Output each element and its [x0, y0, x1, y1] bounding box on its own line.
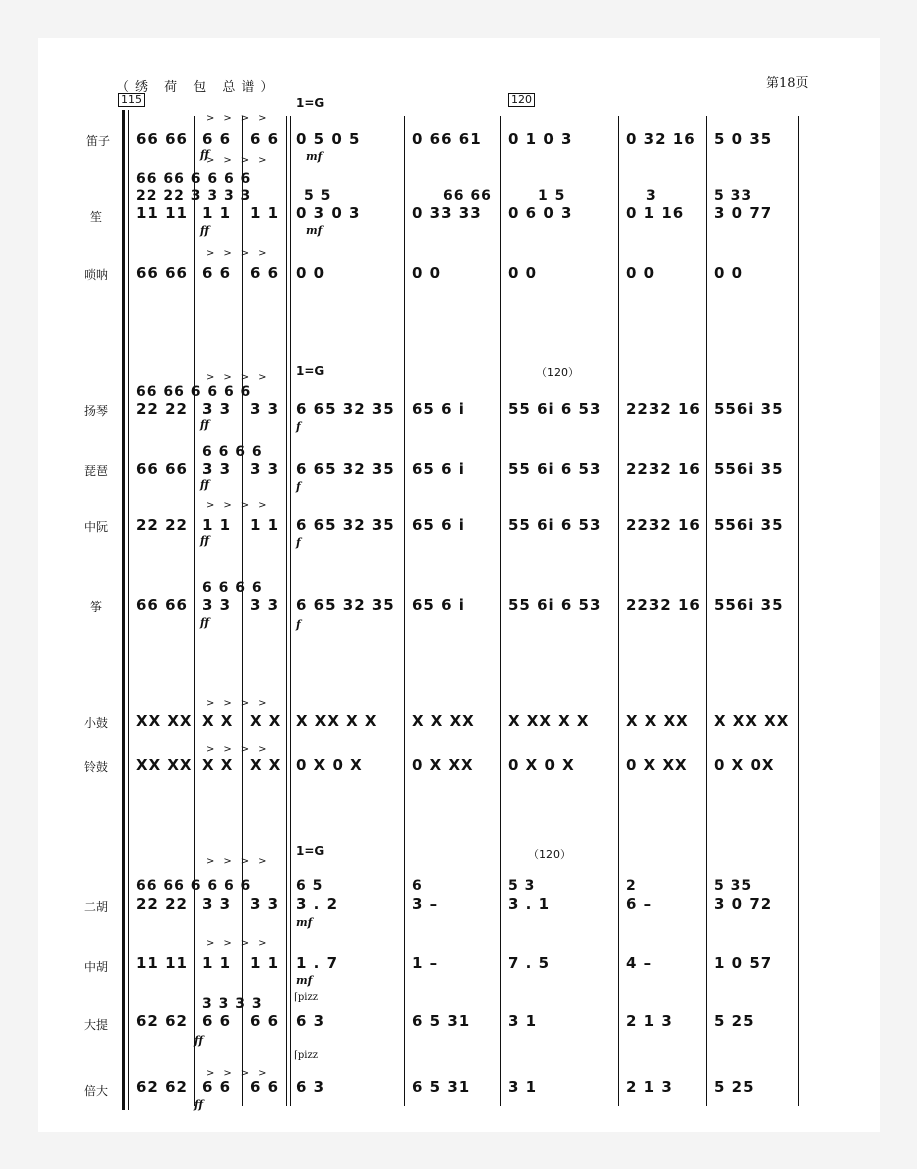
- erhu-upper: 66 66 6 6 6 6: [136, 878, 252, 894]
- zhonghu-m8: 1 0 57: [714, 954, 773, 972]
- instrument-name-zhonghu: 中胡: [84, 960, 109, 974]
- yangqin-m1: 22 22: [136, 400, 188, 418]
- linggu-m2: X X: [202, 756, 234, 774]
- suona-m6: 0 0: [508, 264, 538, 282]
- dati-m8: 5 25: [714, 1012, 755, 1030]
- barline: [194, 116, 195, 1106]
- pipa-m8: 556i 35: [714, 460, 784, 478]
- sheng-m8-upper: 5 33: [714, 188, 753, 204]
- zheng-m8: 556i 35: [714, 596, 784, 614]
- zhongruan-m6: 55 6i 6 53: [508, 516, 602, 534]
- beida-m4: 6 3: [296, 1078, 326, 1096]
- zhonghu-m7: 4 –: [626, 954, 653, 972]
- sheng-m4: 0 3 0 3: [296, 204, 361, 222]
- dynamic-f: f: [296, 420, 301, 433]
- pipa-upper: 6 6 6 6: [202, 444, 263, 460]
- yangqin-m2: 3 3: [202, 400, 232, 418]
- zheng-m7: 2232 16: [626, 596, 701, 614]
- rehearsal-mark-120: 120: [508, 93, 535, 107]
- beida-m1: 62 62: [136, 1078, 188, 1096]
- erhu-m7-upper: 2: [626, 878, 637, 894]
- zhongruan-m4: 6 65 32 35: [296, 516, 395, 534]
- accent-marks: >>>>: [206, 372, 276, 383]
- suona-m8: 0 0: [714, 264, 744, 282]
- zheng-upper: 6 6 6 6: [202, 580, 263, 596]
- dynamic-ff: ff: [194, 1098, 204, 1111]
- xiaogu-m5: X X XX: [412, 712, 475, 730]
- barline: [618, 116, 619, 1106]
- sheng-m5-upper: 66 66: [443, 188, 492, 204]
- instrument-name-sheng: 笙: [90, 210, 103, 224]
- dizi-m4: 0 5 0 5: [296, 130, 361, 148]
- score-title: （绣 荷 包 总谱）: [116, 80, 280, 95]
- dati-m1: 62 62: [136, 1012, 188, 1030]
- dati-m7: 2 1 3: [626, 1012, 673, 1030]
- dynamic-ff: ff: [200, 534, 210, 547]
- xiaogu-m1: XX XX: [136, 712, 193, 730]
- zhongruan-m5: 65 6 i: [412, 516, 465, 534]
- instrument-name-yangqin: 扬琴: [84, 404, 109, 418]
- beida-m8: 5 25: [714, 1078, 755, 1096]
- sheng-upper: 66 66 6 6 6 6: [136, 171, 252, 187]
- pipa-m6: 55 6i 6 53: [508, 460, 602, 478]
- yangqin-m8: 556i 35: [714, 400, 784, 418]
- zheng-m4: 6 65 32 35: [296, 596, 395, 614]
- xiaogu-m3: X X: [250, 712, 282, 730]
- sheng-middle: 22 22 3 3 3 3: [136, 188, 252, 204]
- sheng-m7-upper: 3: [646, 188, 657, 204]
- dati-upper: 3 3 3 3: [202, 996, 263, 1012]
- dynamic-ff: ff: [200, 224, 210, 237]
- beida-m3: 6 6: [250, 1078, 280, 1096]
- zhonghu-m1: 11 11: [136, 954, 188, 972]
- zhonghu-m4: 1 . 7: [296, 954, 339, 972]
- dizi-m2: 6 6: [202, 130, 232, 148]
- yangqin-m5: 65 6 i: [412, 400, 465, 418]
- instrument-name-beida: 倍大: [84, 1084, 109, 1098]
- dizi-m3: 6 6: [250, 130, 280, 148]
- sheng-m4-upper: 5 5: [304, 188, 332, 204]
- yangqin-m3: 3 3: [250, 400, 280, 418]
- barline: [404, 116, 405, 1106]
- accent-marks: >>>>: [206, 744, 276, 755]
- zheng-m2: 3 3: [202, 596, 232, 614]
- beida-m7: 2 1 3: [626, 1078, 673, 1096]
- accent-marks: >>>>: [206, 856, 276, 867]
- dizi-m1: 66 66: [136, 130, 188, 148]
- erhu-m4-upper: 6 5: [296, 878, 324, 894]
- sheng-m3: 1 1: [250, 204, 280, 222]
- sheng-m6-upper: 1 5: [538, 188, 566, 204]
- sheng-m2: 1 1: [202, 204, 232, 222]
- zhongruan-m2: 1 1: [202, 516, 232, 534]
- dynamic-f: f: [296, 536, 301, 549]
- pipa-m7: 2232 16: [626, 460, 701, 478]
- pipa-m2: 3 3: [202, 460, 232, 478]
- barline: [286, 116, 287, 1106]
- zhongruan-m7: 2232 16: [626, 516, 701, 534]
- page-number: 第18页: [766, 76, 809, 91]
- zheng-m1: 66 66: [136, 596, 188, 614]
- xiaogu-m6: X XX X X: [508, 712, 590, 730]
- xiaogu-m2: X X: [202, 712, 234, 730]
- zheng-m6: 55 6i 6 53: [508, 596, 602, 614]
- xiaogu-m7: X X XX: [626, 712, 689, 730]
- accent-marks: >>>>: [206, 113, 276, 124]
- suona-m1: 66 66: [136, 264, 188, 282]
- zhonghu-m6: 7 . 5: [508, 954, 551, 972]
- dynamic-mf: mf: [296, 916, 313, 929]
- dynamic-ff: ff: [200, 616, 210, 629]
- dati-m4: 6 3: [296, 1012, 326, 1030]
- barline: [706, 116, 707, 1106]
- pipa-m1: 66 66: [136, 460, 188, 478]
- accent-marks: >>>>: [206, 1068, 276, 1079]
- rehearsal-mark-120-paren: （120）: [536, 366, 579, 379]
- linggu-m6: 0 X 0 X: [508, 756, 575, 774]
- suona-m2: 6 6: [202, 264, 232, 282]
- instrument-name-pipa: 琵琶: [84, 464, 109, 478]
- yangqin-m4: 6 65 32 35: [296, 400, 395, 418]
- zhongruan-m8: 556i 35: [714, 516, 784, 534]
- dynamic-f: f: [296, 480, 301, 493]
- dati-m5: 6 5 31: [412, 1012, 471, 1030]
- yangqin-upper: 66 66 6 6 6 6: [136, 384, 252, 400]
- accent-marks: >>>>: [206, 155, 276, 166]
- pipa-m4: 6 65 32 35: [296, 460, 395, 478]
- xiaogu-m8: X XX XX: [714, 712, 790, 730]
- sheng-m8: 3 0 77: [714, 204, 773, 222]
- dynamic-ff: ff: [200, 148, 210, 161]
- dynamic-mf: mf: [306, 150, 323, 163]
- erhu-m4: 3 . 2: [296, 895, 339, 913]
- rehearsal-mark-115: 115: [118, 93, 145, 107]
- accent-marks: >>>>: [206, 500, 276, 511]
- erhu-m7: 6 –: [626, 895, 653, 913]
- linggu-m7: 0 X XX: [626, 756, 688, 774]
- dati-m2: 6 6: [202, 1012, 232, 1030]
- dynamic-ff: ff: [200, 478, 210, 491]
- barline: [242, 116, 243, 1106]
- beida-m6: 3 1: [508, 1078, 538, 1096]
- key-signature: 1=G: [296, 364, 325, 378]
- sheng-m7: 0 1 16: [626, 204, 685, 222]
- dizi-m8: 5 0 35: [714, 130, 773, 148]
- beida-m2: 6 6: [202, 1078, 232, 1096]
- pipa-m3: 3 3: [250, 460, 280, 478]
- dynamic-ff: ff: [194, 1034, 204, 1047]
- suona-m3: 6 6: [250, 264, 280, 282]
- instrument-name-erhu: 二胡: [84, 900, 109, 914]
- zhonghu-m3: 1 1: [250, 954, 280, 972]
- sheng-m6: 0 6 0 3: [508, 204, 573, 222]
- pizz-label: pizz: [297, 992, 319, 1003]
- linggu-m3: X X: [250, 756, 282, 774]
- pizz-marking: ⌈pizz: [294, 992, 319, 1003]
- erhu-m8-upper: 5 35: [714, 878, 753, 894]
- dizi-m6: 0 1 0 3: [508, 130, 573, 148]
- dati-m3: 6 6: [250, 1012, 280, 1030]
- accent-marks: >>>>: [206, 248, 276, 259]
- pizz-marking: ⌈pizz: [294, 1050, 319, 1061]
- yangqin-m6: 55 6i 6 53: [508, 400, 602, 418]
- zheng-m3: 3 3: [250, 596, 280, 614]
- instrument-name-xiaogu: 小鼓: [84, 716, 109, 730]
- dynamic-f: f: [296, 618, 301, 631]
- system-barline: [128, 110, 129, 1110]
- barline: [798, 116, 799, 1106]
- erhu-m6: 3 . 1: [508, 895, 551, 913]
- instrument-name-zheng: 筝: [90, 600, 103, 614]
- pizz-label: pizz: [297, 1050, 319, 1061]
- key-signature: 1=G: [296, 844, 325, 858]
- zhongruan-m1: 22 22: [136, 516, 188, 534]
- system-bracket: [122, 110, 125, 1110]
- barline: [290, 116, 291, 1106]
- beida-m5: 6 5 31: [412, 1078, 471, 1096]
- instrument-name-dati: 大提: [84, 1018, 109, 1032]
- erhu-m1: 22 22: [136, 895, 188, 913]
- key-signature: 1=G: [296, 96, 325, 110]
- score-page: [38, 38, 880, 1132]
- instrument-name-suona: 唢呐: [84, 268, 109, 282]
- accent-marks: >>>>: [206, 938, 276, 949]
- dynamic-mf: mf: [296, 974, 313, 987]
- linggu-m8: 0 X 0X: [714, 756, 775, 774]
- erhu-m5: 3 –: [412, 895, 439, 913]
- linggu-m1: XX XX: [136, 756, 193, 774]
- barline: [500, 116, 501, 1106]
- dati-m6: 3 1: [508, 1012, 538, 1030]
- dynamic-mf: mf: [306, 224, 323, 237]
- instrument-name-dizi: 笛子: [86, 134, 111, 148]
- suona-m7: 0 0: [626, 264, 656, 282]
- rehearsal-mark-120-paren: （120）: [528, 848, 571, 861]
- yangqin-m7: 2232 16: [626, 400, 701, 418]
- pipa-m5: 65 6 i: [412, 460, 465, 478]
- instrument-name-linggu: 铃鼓: [84, 760, 109, 774]
- erhu-m2: 3 3: [202, 895, 232, 913]
- dizi-m7: 0 32 16: [626, 130, 696, 148]
- zheng-m5: 65 6 i: [412, 596, 465, 614]
- erhu-m5-upper: 6: [412, 878, 423, 894]
- zhonghu-m2: 1 1: [202, 954, 232, 972]
- accent-marks: >>>>: [206, 698, 276, 709]
- sheng-m5: 0 33 33: [412, 204, 482, 222]
- erhu-m3: 3 3: [250, 895, 280, 913]
- zhongruan-m3: 1 1: [250, 516, 280, 534]
- xiaogu-m4: X XX X X: [296, 712, 378, 730]
- zhonghu-m5: 1 –: [412, 954, 439, 972]
- erhu-m8: 3 0 72: [714, 895, 773, 913]
- instrument-name-zhongruan: 中阮: [84, 520, 109, 534]
- linggu-m4: 0 X 0 X: [296, 756, 363, 774]
- suona-m5: 0 0: [412, 264, 442, 282]
- suona-m4: 0 0: [296, 264, 326, 282]
- sheng-m1: 11 11: [136, 204, 188, 222]
- dynamic-ff: ff: [200, 418, 210, 431]
- erhu-m6-upper: 5 3: [508, 878, 536, 894]
- linggu-m5: 0 X XX: [412, 756, 474, 774]
- dizi-m5: 0 66 61: [412, 130, 482, 148]
